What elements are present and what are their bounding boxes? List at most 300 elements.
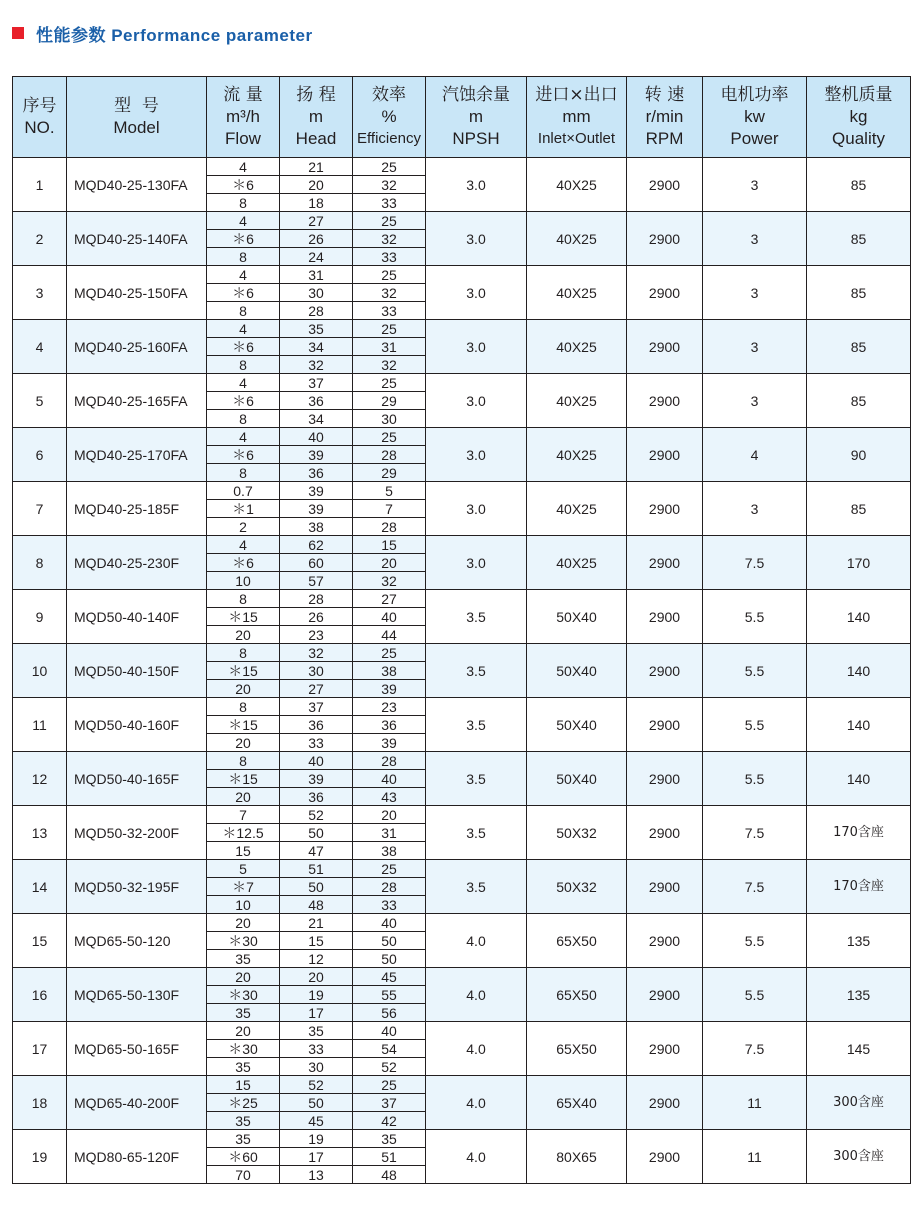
efficiency-cell: 29 (353, 464, 426, 482)
efficiency-cell: 28 (353, 518, 426, 536)
inlet-outlet-cell: 50X32 (527, 860, 627, 914)
efficiency-cell: 23 (353, 698, 426, 716)
efficiency-cell: 32 (353, 572, 426, 590)
flow-cell: ＊15 (207, 770, 280, 788)
mass-cell: 140 (807, 590, 911, 644)
mass-cell: 85 (807, 482, 911, 536)
head-cell: 52 (280, 806, 353, 824)
efficiency-cell: 50 (353, 932, 426, 950)
head-cell: 36 (280, 464, 353, 482)
row-number: 8 (13, 536, 67, 590)
head-cell: 36 (280, 716, 353, 734)
efficiency-cell: 31 (353, 824, 426, 842)
model-cell: MQD50-40-160F (67, 698, 207, 752)
row-number: 9 (13, 590, 67, 644)
table-row (13, 806, 911, 824)
power-cell: 11 (703, 1076, 807, 1130)
flow-cell: 8 (207, 698, 280, 716)
head-cell: 39 (280, 446, 353, 464)
flow-cell: 7 (207, 806, 280, 824)
power-cell: 5.5 (703, 968, 807, 1022)
efficiency-cell: 40 (353, 770, 426, 788)
model-cell: MQD40-25-160FA (67, 320, 207, 374)
flow-cell: ＊30 (207, 1040, 280, 1058)
npsh-cell: 3.0 (426, 536, 527, 590)
header-inlet-outlet: 进口×出口 mm Inlet×Outlet (527, 77, 627, 158)
header-mass: 整机质量 kg Quality (807, 77, 911, 158)
header-npsh: 汽蚀余量 m NPSH (426, 77, 527, 158)
row-number: 18 (13, 1076, 67, 1130)
model-cell: MQD40-25-165FA (67, 374, 207, 428)
speed-cell: 2900 (627, 482, 703, 536)
model-cell: MQD65-40-200F (67, 1076, 207, 1130)
table-row (13, 752, 911, 770)
head-cell: 21 (280, 914, 353, 932)
efficiency-cell: 54 (353, 1040, 426, 1058)
head-cell: 60 (280, 554, 353, 572)
table-row (13, 482, 911, 500)
efficiency-cell: 50 (353, 950, 426, 968)
flow-cell: 20 (207, 1022, 280, 1040)
head-cell: 34 (280, 338, 353, 356)
red-square-icon (12, 27, 24, 39)
mass-cell: 90 (807, 428, 911, 482)
efficiency-cell: 56 (353, 1004, 426, 1022)
row-number: 17 (13, 1022, 67, 1076)
flow-cell: ＊15 (207, 662, 280, 680)
efficiency-cell: 30 (353, 410, 426, 428)
power-cell: 3 (703, 212, 807, 266)
efficiency-cell: 51 (353, 1148, 426, 1166)
speed-cell: 2900 (627, 590, 703, 644)
row-number: 5 (13, 374, 67, 428)
flow-cell: 4 (207, 374, 280, 392)
power-cell: 7.5 (703, 1022, 807, 1076)
head-cell: 20 (280, 176, 353, 194)
row-number: 4 (13, 320, 67, 374)
table-row (13, 212, 911, 230)
efficiency-cell: 20 (353, 554, 426, 572)
head-cell: 27 (280, 680, 353, 698)
model-cell: MQD50-32-200F (67, 806, 207, 860)
row-number: 19 (13, 1130, 67, 1184)
flow-cell: ＊6 (207, 338, 280, 356)
flow-cell: ＊12.5 (207, 824, 280, 842)
row-number: 10 (13, 644, 67, 698)
table-header-row (13, 77, 911, 158)
power-cell: 3 (703, 482, 807, 536)
mass-cell: 140 (807, 698, 911, 752)
efficiency-cell: 44 (353, 626, 426, 644)
head-cell: 28 (280, 302, 353, 320)
flow-cell: 4 (207, 536, 280, 554)
inlet-outlet-cell: 40X25 (527, 536, 627, 590)
model-cell: MQD65-50-165F (67, 1022, 207, 1076)
table-row (13, 968, 911, 986)
head-cell: 17 (280, 1004, 353, 1022)
table-row (13, 158, 911, 176)
efficiency-cell: 5 (353, 482, 426, 500)
power-cell: 7.5 (703, 536, 807, 590)
power-cell: 7.5 (703, 806, 807, 860)
flow-cell: ＊60 (207, 1148, 280, 1166)
flow-cell: 20 (207, 788, 280, 806)
header-speed: 转 速 r/min RPM (627, 77, 703, 158)
head-cell: 50 (280, 1094, 353, 1112)
power-cell: 3 (703, 320, 807, 374)
npsh-cell: 3.0 (426, 428, 527, 482)
model-cell: MQD50-40-165F (67, 752, 207, 806)
inlet-outlet-cell: 65X50 (527, 1022, 627, 1076)
flow-cell: ＊6 (207, 392, 280, 410)
efficiency-cell: 43 (353, 788, 426, 806)
head-cell: 33 (280, 734, 353, 752)
efficiency-cell: 48 (353, 1166, 426, 1184)
head-cell: 26 (280, 608, 353, 626)
flow-cell: ＊6 (207, 554, 280, 572)
header-model: 型 号 Model (67, 77, 207, 158)
efficiency-cell: 33 (353, 194, 426, 212)
speed-cell: 2900 (627, 914, 703, 968)
flow-cell: ＊15 (207, 608, 280, 626)
inlet-outlet-cell: 65X50 (527, 968, 627, 1022)
head-cell: 21 (280, 158, 353, 176)
head-cell: 37 (280, 374, 353, 392)
flow-cell: ＊6 (207, 284, 280, 302)
speed-cell: 2900 (627, 968, 703, 1022)
head-cell: 48 (280, 896, 353, 914)
head-cell: 52 (280, 1076, 353, 1094)
model-cell: MQD40-25-130FA (67, 158, 207, 212)
flow-cell: 20 (207, 914, 280, 932)
head-cell: 26 (280, 230, 353, 248)
power-cell: 3 (703, 158, 807, 212)
model-cell: MQD65-50-130F (67, 968, 207, 1022)
efficiency-cell: 28 (353, 446, 426, 464)
efficiency-cell: 25 (353, 428, 426, 446)
header-flow: 流 量 m³/h Flow (207, 77, 280, 158)
npsh-cell: 3.5 (426, 590, 527, 644)
efficiency-cell: 15 (353, 536, 426, 554)
power-cell: 7.5 (703, 860, 807, 914)
flow-cell: 20 (207, 968, 280, 986)
flow-cell: 8 (207, 302, 280, 320)
efficiency-cell: 25 (353, 320, 426, 338)
flow-cell: 8 (207, 248, 280, 266)
speed-cell: 2900 (627, 860, 703, 914)
mass-cell: 85 (807, 266, 911, 320)
head-cell: 39 (280, 770, 353, 788)
mass-cell: 85 (807, 374, 911, 428)
table-row (13, 266, 911, 284)
model-cell: MQD50-40-140F (67, 590, 207, 644)
model-cell: MQD50-32-195F (67, 860, 207, 914)
flow-cell: 35 (207, 1130, 280, 1148)
power-cell: 5.5 (703, 752, 807, 806)
head-cell: 39 (280, 500, 353, 518)
power-cell: 5.5 (703, 698, 807, 752)
speed-cell: 2900 (627, 1076, 703, 1130)
flow-cell: 35 (207, 1112, 280, 1130)
head-cell: 50 (280, 824, 353, 842)
row-number: 12 (13, 752, 67, 806)
head-cell: 38 (280, 518, 353, 536)
performance-table (12, 76, 911, 1184)
flow-cell: 20 (207, 734, 280, 752)
flow-cell: 8 (207, 590, 280, 608)
efficiency-cell: 27 (353, 590, 426, 608)
row-number: 2 (13, 212, 67, 266)
head-cell: 30 (280, 1058, 353, 1076)
efficiency-cell: 32 (353, 230, 426, 248)
efficiency-cell: 28 (353, 878, 426, 896)
table-row (13, 320, 911, 338)
efficiency-cell: 42 (353, 1112, 426, 1130)
efficiency-cell: 35 (353, 1130, 426, 1148)
flow-cell: 4 (207, 212, 280, 230)
flow-cell: 4 (207, 320, 280, 338)
npsh-cell: 3.5 (426, 752, 527, 806)
efficiency-cell: 7 (353, 500, 426, 518)
npsh-cell: 4.0 (426, 1130, 527, 1184)
mass-cell: 300含座 (807, 1076, 911, 1130)
head-cell: 33 (280, 1040, 353, 1058)
table-row (13, 644, 911, 662)
table-row (13, 428, 911, 446)
efficiency-cell: 33 (353, 248, 426, 266)
inlet-outlet-cell: 40X25 (527, 320, 627, 374)
flow-cell: 15 (207, 842, 280, 860)
table-row (13, 374, 911, 392)
npsh-cell: 4.0 (426, 968, 527, 1022)
row-number: 15 (13, 914, 67, 968)
mass-cell: 170 (807, 536, 911, 590)
npsh-cell: 4.0 (426, 914, 527, 968)
efficiency-cell: 32 (353, 356, 426, 374)
power-cell: 4 (703, 428, 807, 482)
head-cell: 12 (280, 950, 353, 968)
model-cell: MQD50-40-150F (67, 644, 207, 698)
speed-cell: 2900 (627, 536, 703, 590)
speed-cell: 2900 (627, 266, 703, 320)
flow-cell: 35 (207, 1058, 280, 1076)
model-cell: MQD80-65-120F (67, 1130, 207, 1184)
efficiency-cell: 28 (353, 752, 426, 770)
table-row (13, 1130, 911, 1148)
efficiency-cell: 33 (353, 302, 426, 320)
section-title: 性能参数 Performance parameter (36, 25, 313, 45)
efficiency-cell: 52 (353, 1058, 426, 1076)
speed-cell: 2900 (627, 752, 703, 806)
mass-cell: 170含座 (807, 806, 911, 860)
flow-cell: ＊7 (207, 878, 280, 896)
head-cell: 40 (280, 752, 353, 770)
npsh-cell: 3.0 (426, 266, 527, 320)
flow-cell: 4 (207, 428, 280, 446)
inlet-outlet-cell: 50X40 (527, 590, 627, 644)
head-cell: 35 (280, 320, 353, 338)
flow-cell: ＊25 (207, 1094, 280, 1112)
flow-cell: 0.7 (207, 482, 280, 500)
row-number: 7 (13, 482, 67, 536)
model-cell: MQD40-25-150FA (67, 266, 207, 320)
npsh-cell: 3.0 (426, 482, 527, 536)
speed-cell: 2900 (627, 806, 703, 860)
head-cell: 17 (280, 1148, 353, 1166)
flow-cell: ＊30 (207, 986, 280, 1004)
table-row (13, 536, 911, 554)
head-cell: 30 (280, 284, 353, 302)
npsh-cell: 3.5 (426, 644, 527, 698)
head-cell: 34 (280, 410, 353, 428)
row-number: 6 (13, 428, 67, 482)
speed-cell: 2900 (627, 320, 703, 374)
row-number: 16 (13, 968, 67, 1022)
flow-cell: 8 (207, 194, 280, 212)
head-cell: 32 (280, 356, 353, 374)
table-body (13, 158, 911, 1184)
head-cell: 40 (280, 428, 353, 446)
flow-cell: 8 (207, 356, 280, 374)
table-row (13, 590, 911, 608)
efficiency-cell: 38 (353, 842, 426, 860)
mass-cell: 300含座 (807, 1130, 911, 1184)
speed-cell: 2900 (627, 212, 703, 266)
model-cell: MQD40-25-140FA (67, 212, 207, 266)
mass-cell: 170含座 (807, 860, 911, 914)
flow-cell: ＊6 (207, 230, 280, 248)
efficiency-cell: 36 (353, 716, 426, 734)
power-cell: 11 (703, 1130, 807, 1184)
head-cell: 19 (280, 1130, 353, 1148)
head-cell: 36 (280, 392, 353, 410)
flow-cell: 35 (207, 950, 280, 968)
flow-cell: 20 (207, 680, 280, 698)
efficiency-cell: 45 (353, 968, 426, 986)
flow-cell: ＊30 (207, 932, 280, 950)
inlet-outlet-cell: 40X25 (527, 428, 627, 482)
mass-cell: 135 (807, 968, 911, 1022)
flow-cell: ＊6 (207, 446, 280, 464)
efficiency-cell: 25 (353, 1076, 426, 1094)
table-row (13, 860, 911, 878)
flow-cell: ＊6 (207, 176, 280, 194)
row-number: 13 (13, 806, 67, 860)
inlet-outlet-cell: 40X25 (527, 212, 627, 266)
flow-cell: 2 (207, 518, 280, 536)
flow-cell: 4 (207, 158, 280, 176)
flow-cell: 10 (207, 572, 280, 590)
head-cell: 24 (280, 248, 353, 266)
row-number: 1 (13, 158, 67, 212)
flow-cell: ＊1 (207, 500, 280, 518)
inlet-outlet-cell: 40X25 (527, 266, 627, 320)
npsh-cell: 3.5 (426, 806, 527, 860)
head-cell: 20 (280, 968, 353, 986)
efficiency-cell: 31 (353, 338, 426, 356)
table-row (13, 1076, 911, 1094)
flow-cell: ＊15 (207, 716, 280, 734)
efficiency-cell: 25 (353, 860, 426, 878)
speed-cell: 2900 (627, 698, 703, 752)
inlet-outlet-cell: 40X25 (527, 482, 627, 536)
head-cell: 50 (280, 878, 353, 896)
efficiency-cell: 40 (353, 608, 426, 626)
efficiency-cell: 55 (353, 986, 426, 1004)
section-heading (12, 22, 313, 44)
head-cell: 30 (280, 662, 353, 680)
npsh-cell: 3.0 (426, 158, 527, 212)
table-row (13, 1022, 911, 1040)
efficiency-cell: 25 (353, 374, 426, 392)
header-head: 扬 程 m Head (280, 77, 353, 158)
head-cell: 18 (280, 194, 353, 212)
mass-cell: 145 (807, 1022, 911, 1076)
head-cell: 23 (280, 626, 353, 644)
mass-cell: 85 (807, 212, 911, 266)
flow-cell: 4 (207, 266, 280, 284)
table-row (13, 914, 911, 932)
speed-cell: 2900 (627, 1022, 703, 1076)
header-power: 电机功率 kw Power (703, 77, 807, 158)
flow-cell: 35 (207, 1004, 280, 1022)
model-cell: MQD65-50-120 (67, 914, 207, 968)
power-cell: 3 (703, 374, 807, 428)
head-cell: 45 (280, 1112, 353, 1130)
flow-cell: 8 (207, 464, 280, 482)
inlet-outlet-cell: 80X65 (527, 1130, 627, 1184)
efficiency-cell: 25 (353, 266, 426, 284)
power-cell: 5.5 (703, 590, 807, 644)
efficiency-cell: 20 (353, 806, 426, 824)
efficiency-cell: 38 (353, 662, 426, 680)
power-cell: 3 (703, 266, 807, 320)
npsh-cell: 3.0 (426, 320, 527, 374)
head-cell: 57 (280, 572, 353, 590)
head-cell: 32 (280, 644, 353, 662)
flow-cell: 8 (207, 752, 280, 770)
mass-cell: 85 (807, 158, 911, 212)
header-no: 序号 NO. (13, 77, 67, 158)
npsh-cell: 3.5 (426, 698, 527, 752)
head-cell: 37 (280, 698, 353, 716)
speed-cell: 2900 (627, 374, 703, 428)
flow-cell: 15 (207, 1076, 280, 1094)
model-cell: MQD40-25-170FA (67, 428, 207, 482)
inlet-outlet-cell: 50X40 (527, 698, 627, 752)
inlet-outlet-cell: 50X40 (527, 644, 627, 698)
flow-cell: 5 (207, 860, 280, 878)
inlet-outlet-cell: 40X25 (527, 374, 627, 428)
head-cell: 35 (280, 1022, 353, 1040)
mass-cell: 140 (807, 752, 911, 806)
flow-cell: 8 (207, 644, 280, 662)
row-number: 11 (13, 698, 67, 752)
efficiency-cell: 25 (353, 212, 426, 230)
npsh-cell: 3.0 (426, 374, 527, 428)
row-number: 14 (13, 860, 67, 914)
inlet-outlet-cell: 65X40 (527, 1076, 627, 1130)
inlet-outlet-cell: 50X32 (527, 806, 627, 860)
mass-cell: 85 (807, 320, 911, 374)
speed-cell: 2900 (627, 158, 703, 212)
flow-cell: 20 (207, 626, 280, 644)
flow-cell: 8 (207, 410, 280, 428)
speed-cell: 2900 (627, 644, 703, 698)
table-row (13, 698, 911, 716)
head-cell: 62 (280, 536, 353, 554)
model-cell: MQD40-25-185F (67, 482, 207, 536)
